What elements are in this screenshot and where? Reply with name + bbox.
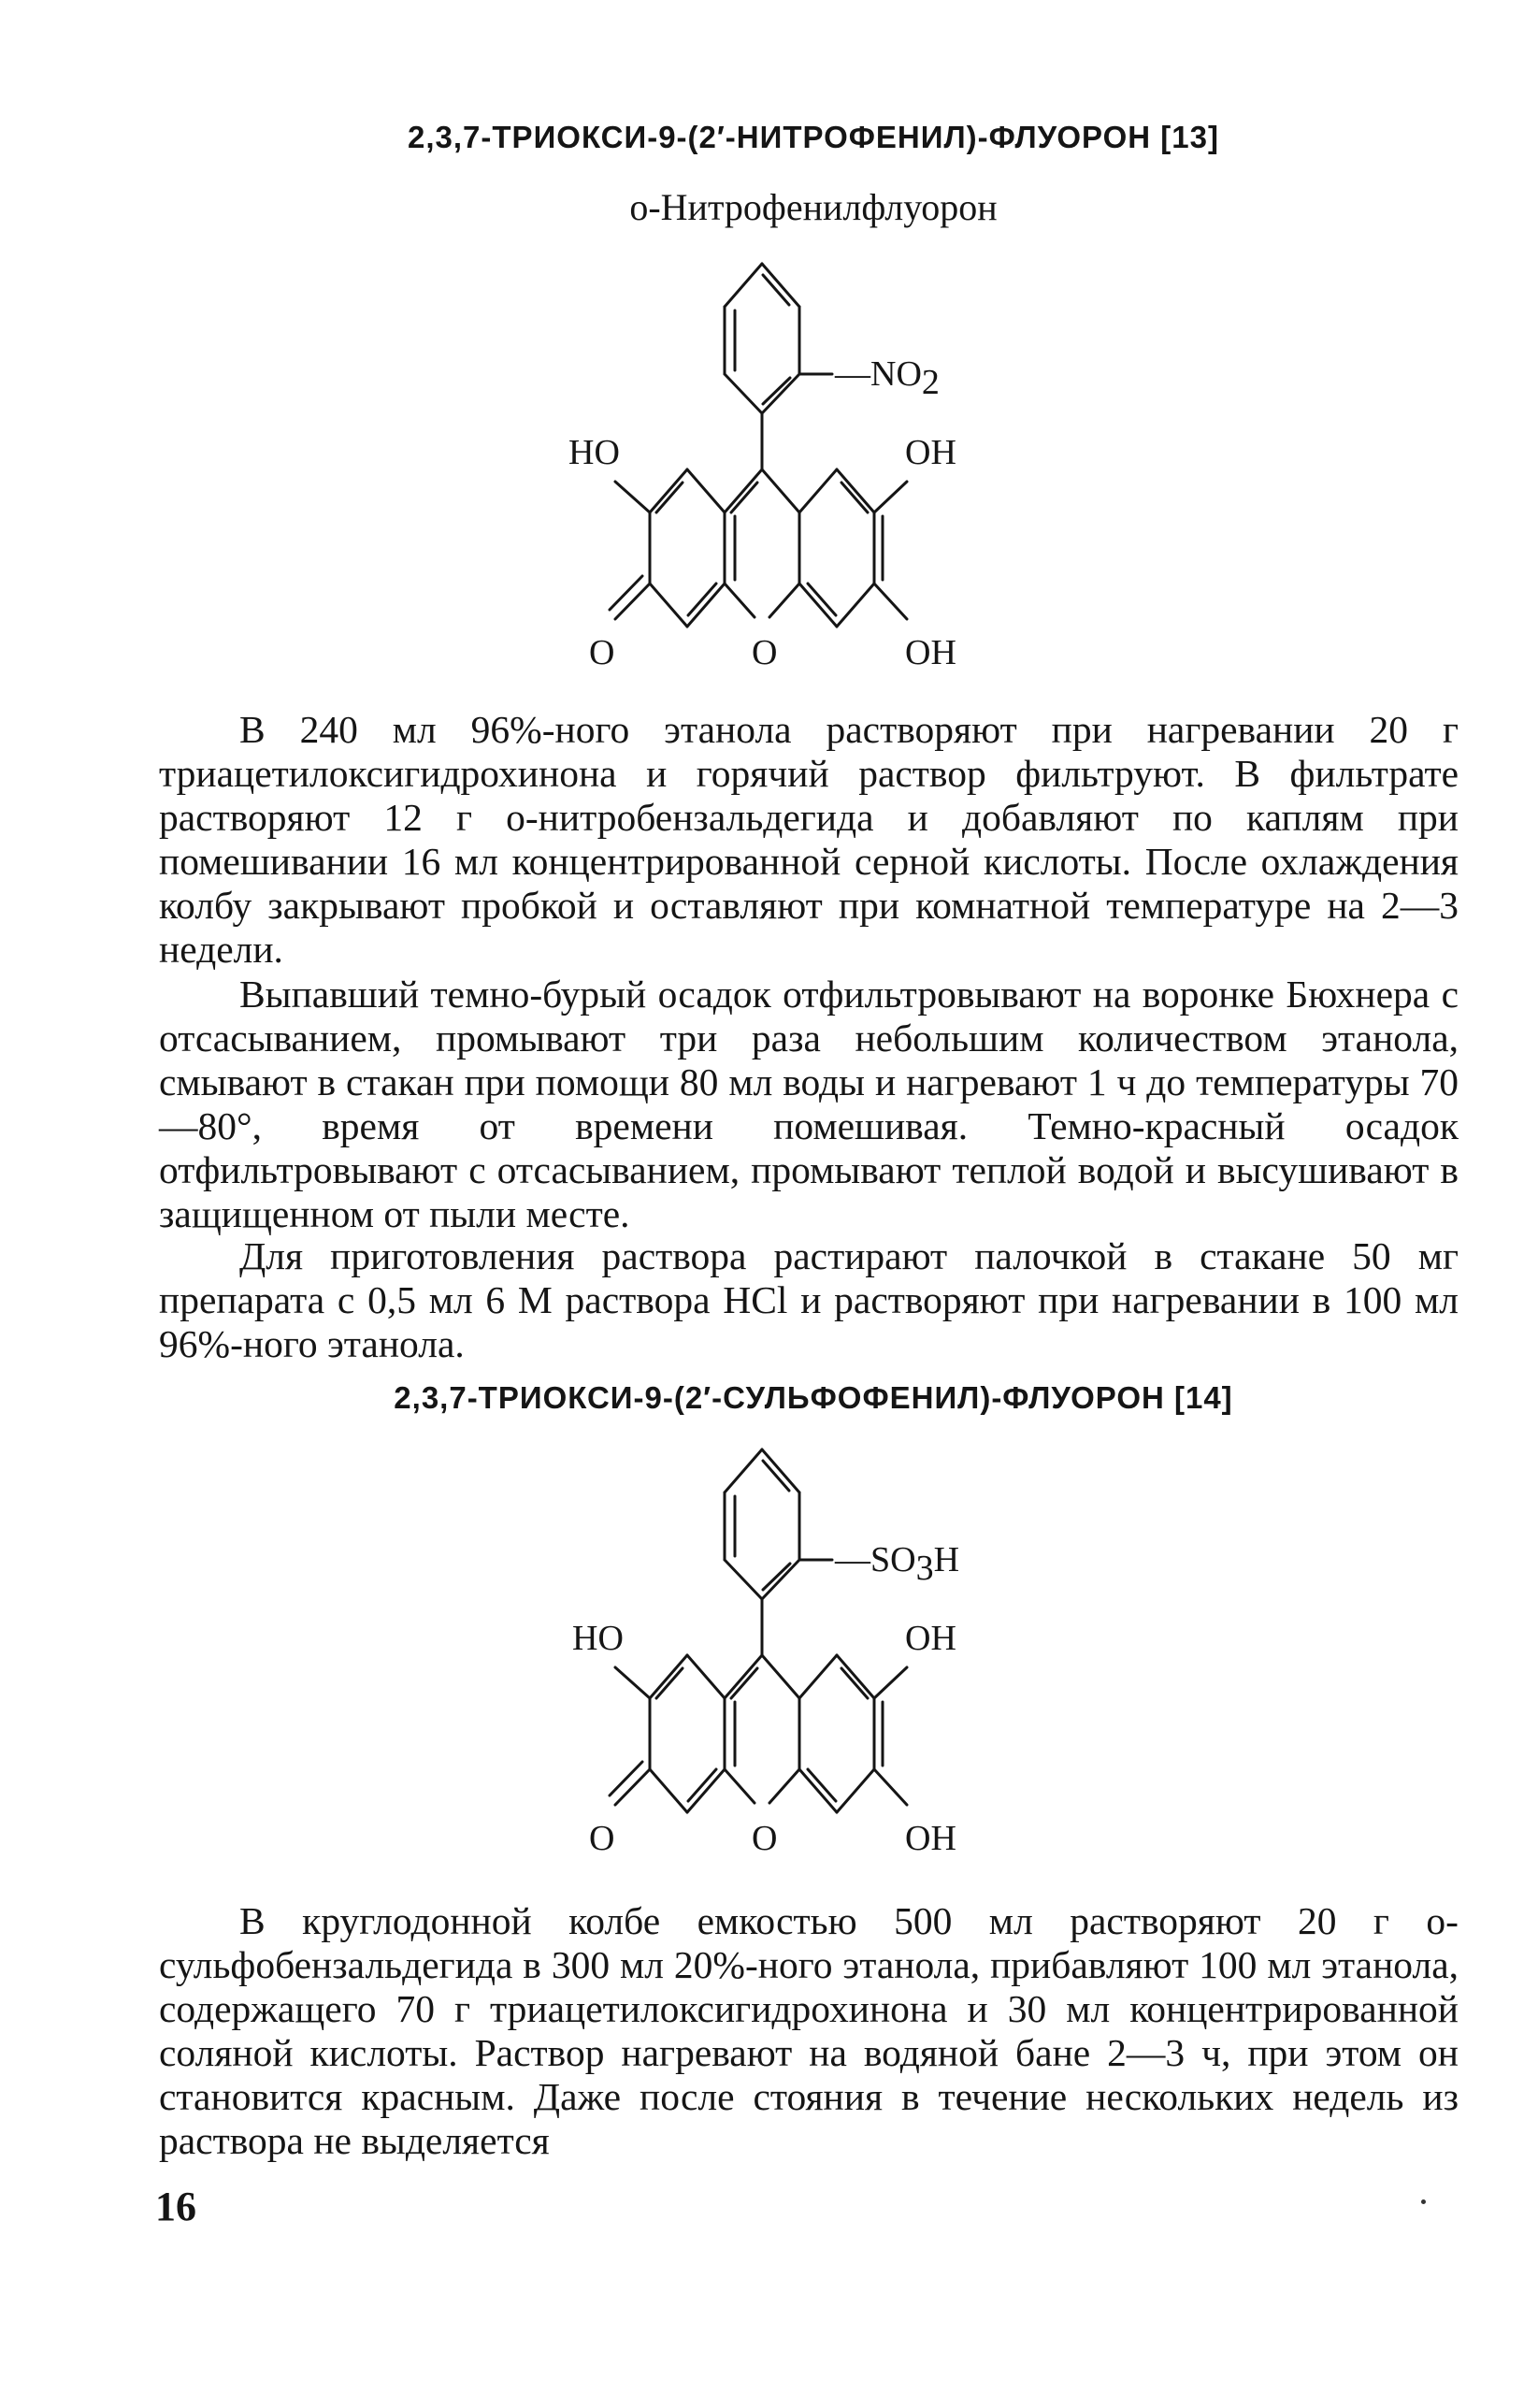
section1-title: 2,3,7-ТРИОКСИ-9-(2′-НИТРОФЕНИЛ)-ФЛУОРОН [13] — [408, 120, 1219, 154]
sulfo-group-label: —SO3H — [835, 1540, 960, 1588]
print-speck — [1421, 2199, 1426, 2204]
ketone-oxygen-label: O — [589, 1819, 615, 1858]
section2-title: 2,3,7-ТРИОКСИ-9-(2′-СУЛЬФОФЕНИЛ)-ФЛУОРОН [14] — [394, 1380, 1233, 1415]
section1-paragraph-1: В 240 мл 96%-ного этанола растворяют при нагревании 20 г триацетилоксигидрохинона и горячий раствор фильтруют. В фильтрате растворяют 12 г о-нитробензальдегида и добавляют по каплям при помешивании 16 мл концентрированной серной кислоты. После охлаждения колбу закрывают пробкой и оставляют при комнатной температуре на 2—3 недели. — [159, 708, 1459, 971]
hydroxy-bottom-right-label: OH — [905, 1819, 956, 1858]
hydroxy-left-label: HO — [572, 1619, 624, 1658]
section1-paragraph-3: Для приготовления раствора растирают палочкой в стакане 50 мг препарата с 0,5 мл 6 М раствора HCl и растворяют при нагревании в 100 мл 96%-ного этанола. — [159, 1234, 1459, 1365]
section1-subtitle: о-Нитрофенилфлуорон — [629, 186, 998, 228]
ring-oxygen-label: O — [752, 633, 778, 672]
section2-paragraph-1: В круглодонной колбе емкостью 500 мл растворяют 20 г о-сульфобензальдегида в 300 мл 20%-ного этанола, прибавляют 100 мл этанола, содержащего 70 г триацетилоксигидрохинона и 30 мл концентрированной соляной кислоты. Раствор нагревают на водяной бане 2—3 ч, при этом он становится красным. Даже после стояния в течение нескольких недель из раствора не выделяется — [159, 1899, 1459, 2162]
ring-oxygen-label: O — [752, 1819, 778, 1858]
section1-paragraph-2: Выпавший темно-бурый осадок отфильтровывают на воронке Бюхнера с отсасыванием, промывают три раза небольшим количеством этанола, смывают в стакан при помощи 80 мл воды и нагревают 1 ч до температуры 70—80°, время от времени помешивая. Темно-красный осадок отфильтровывают с отсасыванием, промывают теплой водой и высушивают в защищенном от пыли месте. — [159, 973, 1459, 1235]
structure-diagram-2 — [524, 1438, 1047, 1868]
hydroxy-left-label: HO — [568, 433, 620, 472]
page-number: 16 — [155, 2184, 196, 2229]
structure-nitrophenylfluorone — [524, 252, 1047, 683]
ketone-oxygen-label: O — [589, 633, 615, 672]
hydroxy-right-label: OH — [905, 1619, 956, 1658]
structure-sulfophenylfluorone — [524, 1438, 1047, 1868]
structure-diagram-1 — [524, 252, 1047, 683]
hydroxy-right-label: OH — [905, 433, 956, 472]
nitro-group-label: —NO2 — [835, 354, 940, 402]
hydroxy-bottom-right-label: OH — [905, 633, 956, 672]
